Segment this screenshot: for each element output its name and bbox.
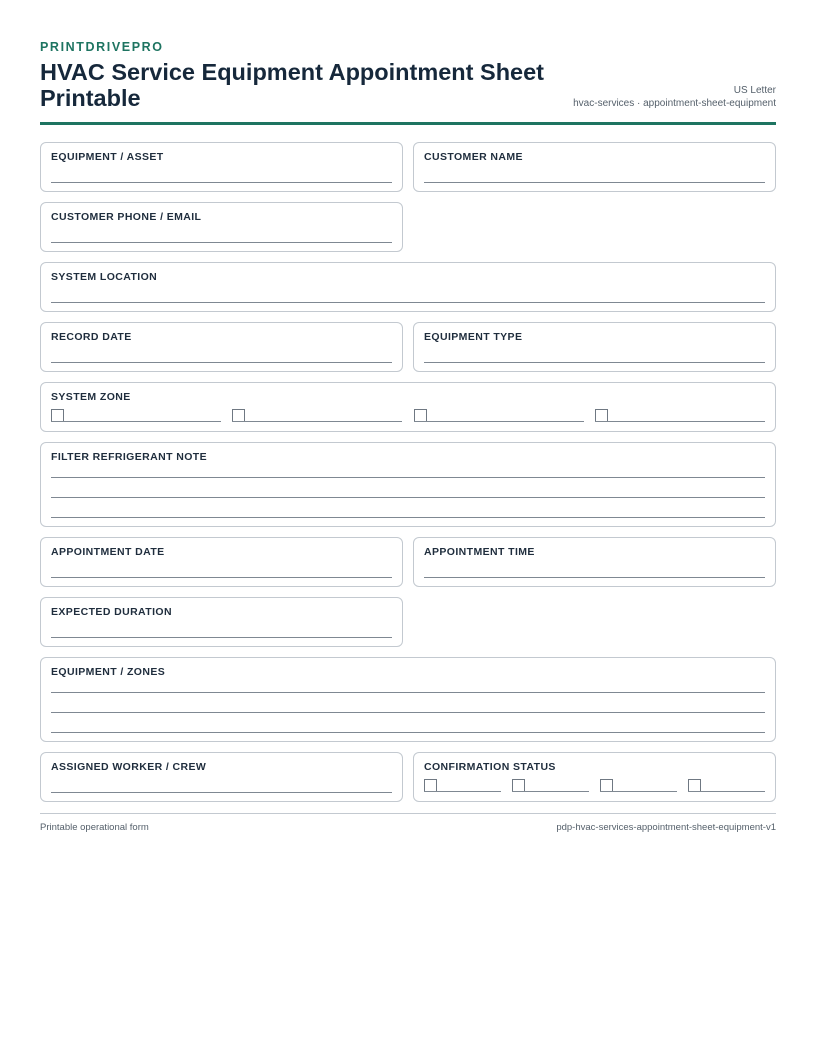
field-label: CUSTOMER PHONE / EMAIL [51,211,202,223]
footer-note: Printable operational form [40,822,149,833]
status-option-2[interactable] [512,779,589,792]
field-label: SYSTEM LOCATION [51,271,158,283]
field-label: CUSTOMER NAME [424,151,523,163]
write-line[interactable] [51,497,765,498]
field-label: APPOINTMENT DATE [51,546,165,558]
write-line[interactable] [424,577,765,578]
zone-option-1[interactable] [51,409,221,422]
field-label: EQUIPMENT / ZONES [51,666,166,678]
paper-size: US Letter [733,85,776,96]
field-label: EXPECTED DURATION [51,606,172,618]
field-filter-refrigerant-note [40,442,776,527]
write-line[interactable] [51,182,392,183]
field-customer-contact [40,202,403,252]
field-appointment-date [40,537,403,587]
form-path: hvac-services · appointment-sheet-equipment [573,98,776,109]
field-label: CONFIRMATION STATUS [424,761,556,773]
status-option-3[interactable] [600,779,677,792]
write-line[interactable] [51,577,392,578]
field-system-zone [40,382,776,432]
form-meta [573,84,776,110]
write-line[interactable] [51,792,392,793]
field-label: ASSIGNED WORKER / CREW [51,761,207,773]
write-line[interactable] [51,712,765,713]
write-line[interactable] [51,242,392,243]
field-equipment-type [413,322,776,372]
status-option-1[interactable] [424,779,501,792]
write-line[interactable] [51,362,392,363]
form-page [40,40,776,125]
brand-logo-text: PRINTDRIVEPRO [40,40,164,54]
field-appointment-time [413,537,776,587]
field-assigned-worker [40,752,403,802]
write-line[interactable] [51,692,765,693]
write-line[interactable] [424,362,765,363]
page-title: HVAC Service Equipment Appointment Sheet Printable [40,59,545,111]
field-label: EQUIPMENT / ASSET [51,151,164,163]
write-line[interactable] [51,302,765,303]
status-option-4[interactable] [688,779,765,792]
field-label: SYSTEM ZONE [51,391,131,403]
field-equipment-asset [40,142,403,192]
field-customer-name [413,142,776,192]
field-equipment-zones [40,657,776,742]
zone-option-2[interactable] [232,409,402,422]
field-label: FILTER REFRIGERANT NOTE [51,451,207,463]
field-label: RECORD DATE [51,331,132,343]
field-confirmation-status [413,752,776,802]
field-record-date [40,322,403,372]
zone-option-4[interactable] [595,409,765,422]
field-system-location [40,262,776,312]
write-line[interactable] [424,182,765,183]
write-line[interactable] [51,477,765,478]
form-id: pdp-hvac-services-appointment-sheet-equipment-v1 [556,822,776,833]
footer-divider [40,813,776,814]
field-label: APPOINTMENT TIME [424,546,535,558]
zone-option-3[interactable] [414,409,584,422]
form-header [40,40,776,125]
write-line[interactable] [51,732,765,733]
write-line[interactable] [51,637,392,638]
field-expected-duration [40,597,403,647]
field-label: EQUIPMENT TYPE [424,331,523,343]
write-line[interactable] [51,517,765,518]
